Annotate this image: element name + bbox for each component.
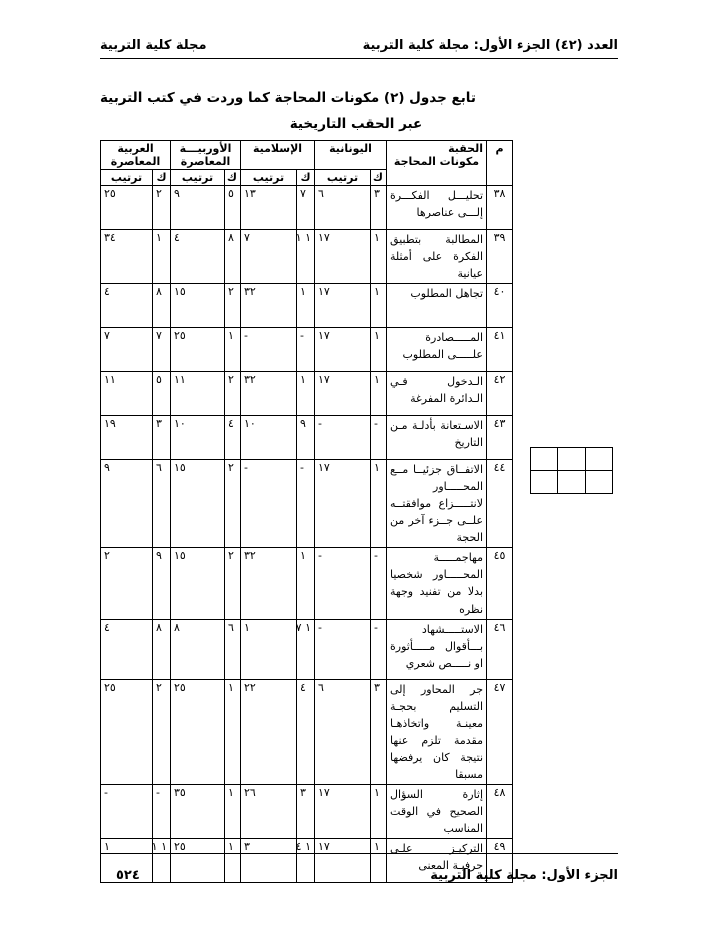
islamic-k: ١	[297, 284, 315, 328]
greek-rank: -	[315, 619, 371, 679]
greek-rank: ١٧	[315, 838, 371, 882]
european-k: ٢	[225, 284, 241, 328]
european-rank: ٤	[171, 230, 225, 284]
arabic-k: ٨	[153, 284, 171, 328]
european-rank: ١٥	[171, 460, 225, 548]
european-rank: ٨	[171, 619, 225, 679]
islamic-rank: ٣	[241, 838, 297, 882]
row-component: الاستـــــشهاد بـــأقوال مـــــأثورة او نـــــص شعري	[387, 619, 487, 679]
table-row	[101, 186, 513, 230]
arabic-k: -	[153, 784, 171, 838]
row-component: جر المحاور إلى التسليم بحجـة معينـة واتخاذهـا مقدمة تلزم عنها نتيجة كان يرفضها مسبقا	[387, 679, 487, 784]
row-component: التركيـز علـى حرفيـة المعنى	[387, 838, 487, 882]
table-row	[101, 460, 513, 548]
row-index: ٤٢	[487, 372, 513, 416]
greek-k: ١	[371, 328, 387, 372]
islamic-rank: ١٣	[241, 186, 297, 230]
header-european: الأوربيـــة المعاصرة	[171, 141, 241, 170]
european-k: ٨	[225, 230, 241, 284]
arabic-rank: ٢٥	[101, 186, 153, 230]
islamic-k: ٣	[297, 784, 315, 838]
greek-k: ١	[371, 284, 387, 328]
row-component: الاسـتعانة بأدلـة مـن التاريخ	[387, 416, 487, 460]
islamic-k: ١	[297, 548, 315, 619]
row-component: المـــــصادرة علـــــى المطلوب	[387, 328, 487, 372]
arabic-k: ١	[153, 230, 171, 284]
greek-rank: ١٧	[315, 230, 371, 284]
row-index: ٣٩	[487, 230, 513, 284]
islamic-rank: -	[241, 460, 297, 548]
arabic-rank: ١٩	[101, 416, 153, 460]
greek-k: -	[371, 548, 387, 619]
header-k: ك	[297, 170, 315, 186]
header-rank: ترتيب	[171, 170, 225, 186]
greek-rank: ١٧	[315, 372, 371, 416]
islamic-k: -	[297, 328, 315, 372]
european-rank: ٢٥	[171, 838, 225, 882]
arabic-rank: ١١	[101, 372, 153, 416]
empty-grid	[530, 447, 613, 494]
european-k: ١	[225, 784, 241, 838]
footer-rule	[100, 853, 618, 854]
table-row	[101, 416, 513, 460]
greek-k: ١	[371, 784, 387, 838]
islamic-k: ٩	[297, 416, 315, 460]
row-index: ٤١	[487, 328, 513, 372]
islamic-k: ١ ٤	[297, 838, 315, 882]
header-k: ك	[225, 170, 241, 186]
arabic-rank: ٢٥	[101, 679, 153, 784]
european-k: ١	[225, 838, 241, 882]
european-rank: ٩	[171, 186, 225, 230]
arabic-rank: ٢	[101, 548, 153, 619]
european-k: ٤	[225, 416, 241, 460]
row-component: مهاجمـــــة المحـــــاور شخصيا بدلا من تفنيد وجهة نظره	[387, 548, 487, 619]
european-rank: ٣٥	[171, 784, 225, 838]
header-components: مكونات المحاجة	[393, 155, 480, 168]
row-index: ٣٨	[487, 186, 513, 230]
arabic-rank: ٤	[101, 619, 153, 679]
page-number: ٥٢٤	[116, 868, 140, 883]
header-rank: ترتيب	[101, 170, 153, 186]
greek-rank: ٦	[315, 186, 371, 230]
table-row	[101, 679, 513, 784]
header-era: الحقبة	[448, 142, 484, 155]
row-index: ٤٠	[487, 284, 513, 328]
row-component: إثارة السؤال الصحيح في الوقت المناسب	[387, 784, 487, 838]
row-index: ٤٤	[487, 460, 513, 548]
greek-rank: -	[315, 548, 371, 619]
table-row	[101, 784, 513, 838]
arabic-rank: ٩	[101, 460, 153, 548]
row-index: ٤٨	[487, 784, 513, 838]
header-right: اﻟﻌﺪد (٤٢) اﻟﺠﺰء اﻷول: ﻣﺠﻠﺔ ﻛﻠﻴﺔ اﻟﺘﺮﺑﻴﺔ	[362, 38, 618, 53]
islamic-k: ٧	[297, 186, 315, 230]
table-row	[101, 372, 513, 416]
table-row	[101, 230, 513, 284]
arabic-k: ١ ١	[153, 838, 171, 882]
islamic-k: ١	[297, 372, 315, 416]
islamic-rank: -	[241, 328, 297, 372]
arabic-rank: -	[101, 784, 153, 838]
islamic-rank: ١	[241, 619, 297, 679]
greek-rank: ١٧	[315, 328, 371, 372]
arabic-k: ٦	[153, 460, 171, 548]
row-component: تحليـــل الفكـــرة إلـــى عناصرها	[387, 186, 487, 230]
arabic-rank: ٣٤	[101, 230, 153, 284]
greek-k: ٣	[371, 679, 387, 784]
arabic-rank: ٤	[101, 284, 153, 328]
row-component: تجاهل المطلوب	[387, 284, 487, 328]
row-index: ٤٥	[487, 548, 513, 619]
row-index: ٤٧	[487, 679, 513, 784]
row-component: الـدخول فـي الـدائرة المفرغة	[387, 372, 487, 416]
arabic-rank: ١	[101, 838, 153, 882]
table-row	[101, 619, 513, 679]
greek-k: -	[371, 619, 387, 679]
islamic-k: ١ ١	[297, 230, 315, 284]
arabic-k: ٥	[153, 372, 171, 416]
arabic-k: ٢	[153, 186, 171, 230]
islamic-rank: ٣٢	[241, 548, 297, 619]
table-row	[101, 548, 513, 619]
european-k: ٥	[225, 186, 241, 230]
european-k: ٢	[225, 372, 241, 416]
row-component: الاتفــاق جزئيــا مــع المحـــــاور لانتـــــزاع موافقتــه علــى جــزء آخر من الحجة	[387, 460, 487, 548]
header-k: ك	[153, 170, 171, 186]
header-rank: ترتيب	[241, 170, 297, 186]
greek-k: -	[371, 416, 387, 460]
greek-rank: ١٧	[315, 784, 371, 838]
table-title: ﺗﺎﺑﻊ ﺟﺪول (٢) ﻣﻜﻮﻧﺎت اﻟﻤﺤﺎﺟﺔ ﻛﻤﺎ وردت ﻓﻲ ﻛﺘﺐ اﻟﺘﺮﺑﻴﺔ	[100, 90, 476, 106]
arabic-k: ٧	[153, 328, 171, 372]
greek-k: ٣	[371, 186, 387, 230]
footer-right: اﻟﺠﺰء اﻷول: ﻣﺠﻠﺔ ﻛﻠﻴﺔ اﻟﺘﺮﺑﻴﺔ	[430, 868, 618, 883]
arabic-k: ٩	[153, 548, 171, 619]
header-arabic: العربية المعاصرة	[101, 141, 171, 170]
header-rank: ترتيب	[315, 170, 371, 186]
european-rank: ١٥	[171, 284, 225, 328]
islamic-rank: ٢٦	[241, 784, 297, 838]
greek-rank: -	[315, 416, 371, 460]
greek-rank: ١٧	[315, 460, 371, 548]
arabic-k: ٣	[153, 416, 171, 460]
islamic-rank: ٢٢	[241, 679, 297, 784]
header-greek: اليونانية	[315, 141, 387, 170]
table-subtitle: ﻋﺒﺮ اﻟﺤﻘﺐ اﻟﺘﺎرﻳﺨﻴﺔ	[289, 116, 423, 132]
header-islamic: الإسلامية	[241, 141, 315, 170]
islamic-rank: ٣٢	[241, 372, 297, 416]
islamic-k: ١ ٧	[297, 619, 315, 679]
greek-k: ١	[371, 460, 387, 548]
arabic-k: ٨	[153, 619, 171, 679]
header-rule	[100, 58, 618, 59]
row-index: ٤٩	[487, 838, 513, 882]
table-row	[101, 284, 513, 328]
european-k: ١	[225, 328, 241, 372]
european-k: ١	[225, 679, 241, 784]
row-index: ٤٦	[487, 619, 513, 679]
european-rank: ٢٥	[171, 679, 225, 784]
header-left: ﻣﺠﻠﺔ ﻛﻠﻴﺔ اﻟﺘﺮﺑﻴﺔ	[100, 38, 207, 53]
european-rank: ٢٥	[171, 328, 225, 372]
row-index: ٤٣	[487, 416, 513, 460]
components-table	[100, 140, 513, 883]
row-component: المطالبة بتطبيق الفكرة على أمثلة عيانية	[387, 230, 487, 284]
header-m: م	[487, 141, 513, 186]
islamic-rank: ٣٢	[241, 284, 297, 328]
european-rank: ١٠	[171, 416, 225, 460]
european-k: ٢	[225, 548, 241, 619]
header-era-components	[387, 141, 487, 186]
european-rank: ١٥	[171, 548, 225, 619]
islamic-rank: ٧	[241, 230, 297, 284]
european-rank: ١١	[171, 372, 225, 416]
header-k: ك	[371, 170, 387, 186]
greek-rank: ٦	[315, 679, 371, 784]
greek-rank: ١٧	[315, 284, 371, 328]
arabic-k: ٢	[153, 679, 171, 784]
european-k: ٢	[225, 460, 241, 548]
european-k: ٦	[225, 619, 241, 679]
greek-k: ١	[371, 838, 387, 882]
arabic-rank: ٧	[101, 328, 153, 372]
greek-k: ١	[371, 372, 387, 416]
table-row	[101, 328, 513, 372]
islamic-k: -	[297, 460, 315, 548]
islamic-k: ٤	[297, 679, 315, 784]
greek-k: ١	[371, 230, 387, 284]
islamic-rank: ١٠	[241, 416, 297, 460]
